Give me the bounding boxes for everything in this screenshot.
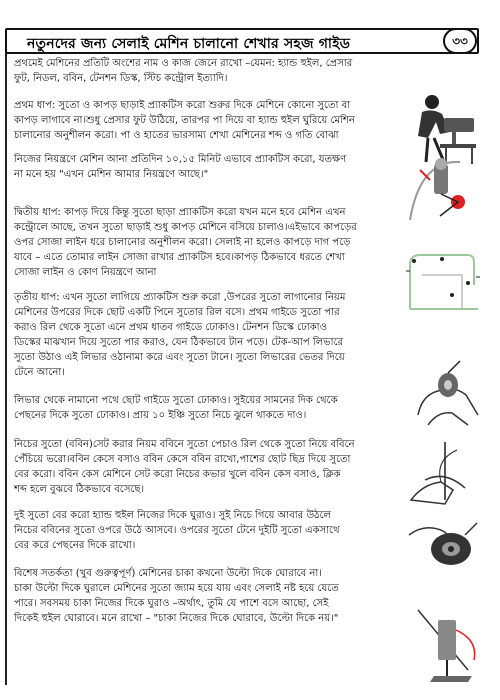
bobbin-paragraph: নিচের সুতো (ববিন)সেট করার নিয়ম ববিনে সুতো পেচাও রিল থেকে সুতো নিয়ে ববিনে পেঁচিয়ে ভরো।ববিন কেসে বসাও ববিন কেসে ববিন রাখো,পাশের ছোট ছিদ্র দিয়ে সুতো বের করো। ববিন কেস মেশিনে সেট করো নিচের কভার খুলে ববিন কেস বসাও, ক্লিক শব্দ হলে বুঝবে ঠিকভাবে বসেছে।	[14, 439, 355, 495]
pull-threads-paragraph: দুই সুতো বের করো হ্যান্ড হুইল নিজের দিকে ঘুরাও। সুই নিচে গিয়ে আবার উঠলে নিচের ববিনের সুতো ওপরে উঠে আসবে। ওপরের সুতো টেনে দুইটি সুতো একসাথে বের করে পেছনের দিকে রাখো।	[14, 510, 340, 551]
bobbin-insertion-illustration	[405, 505, 485, 575]
step-two-paragraph: দ্বিতীয় ধাপ: কাপড় দিয়ে কিন্তু সুতো ছাড়া প্র্যাকটিস করো যখন মনে হবে মেশিন এখন কন্ট্রোলে আছে, তখন সুতো ছাড়াই শুধু কাপড় মেশিনে বসিয়ে চালাও।এইভাবে কাপড়ের ওপর সোজা লাইন ধরে চালানোর অনুশীলন করো। সেলাই না হলেও কাপড়ে দাগ পড়ে যাবে – এতে তোমার লাইন সোজা রাখার প্র্যাকটিস হবে।কাপড় ঠিকভাবে ধরতে শেখা সোজা লাইন ও কোণ নিয়ন্ত্রণে আনা	[14, 207, 357, 278]
page-title: নতুনদের জন্য সেলাই মেশিন চালানো শেখার সহজ গাইড	[27, 36, 351, 52]
page-header	[5, 28, 479, 54]
caution-paragraph: বিশেষ সতর্কতা (খুব গুরুত্বপূর্ণ) মেশিনের চাকা কখনো উল্টো দিকে ঘোরাবে না। চাকা উল্টো দিকে ঘুরালে মেশিনের সুতো জ্যাম হয়ে যায় এবং সেলাই নষ্ট হয়ে যেতে পারে। সবসময় চাকা নিজের দিকে ঘুরাও –অর্থাৎ, তুমি যে পাশে বসে আছো, সেই দিকেই হুইল ঘোরাবে। মনে রাখো – "চাকা নিজের দিকে ঘোরাবে, উল্টো দিকে নয়।"	[14, 568, 339, 624]
presser-foot-needle-illustration	[408, 590, 488, 690]
page-number: ৩৩	[443, 28, 477, 54]
intro-paragraph: প্রথমেই মেশিনের প্রতিটি অংশের নাম ও কাজ জেনে রাখো –যেমন: হ্যান্ড হুইল, প্রেসার ফুট, নিডল, ববিন, টেনশন ডিস্ক, স্টিচ কন্ট্রোল ইত্যাদি।	[14, 58, 353, 84]
thread-spool-pin-illustration	[400, 150, 478, 230]
threading-paragraph: লিভার থেকে নামানো পথে ছোট গাইডে সুতো ঢোকাও। সুইয়ের সামনের দিক থেকে পেছনের দিকে সুতো ঢোকাও। প্রায় ১০ ইঞ্চি সুতো নিচে ঝুলে থাকতে দাও।	[14, 395, 338, 421]
left-border-line	[5, 45, 7, 685]
step-three-paragraph: তৃতীয় ধাপ: এখন সুতো লাগিয়ে প্র্যাকটিস শুরু করো ,উপরের সুতো লাগানোর নিয়ম মেশিনের উপরের দিকে ছোট একটি পিনে সুতোর রিল বসে। প্রথম গাইডে সুতো পার করাও রিল থেকে সুতো এনে প্রথম ধাতব গাইডে ঢোকাও। টেনশন ডিস্কে ঢোকাও ডিস্কের মাঝখান দিয়ে সুতো পার করাও, যেন ঠিকভাবে টান পড়ে। টেক-আপ লিভারে সুতো উঠাও এই লিভার ওঠানামা করে এবং সুতো টানে। সুতো লিভারের ভেতর দিয়ে টেনে আনো।	[14, 292, 346, 378]
step-one-paragraph: প্রথম ধাপ: সুতো ও কাপড় ছাড়াই প্র্যাকটিস করো শুরুর দিকে মেশিনে কোনো সুতো বা কাপড় লাগাবে না।শুধু প্রেসার ফুট উঠিয়ে, তারপর পা দিয়ে বা হ্যান্ড হুইল ঘুরিয়ে মেশিন চালানোর অনুশীলন করো। পা ও হাতের ভারসাম্য শেখা মেশিনের শব্দ ও গতি বোঝা	[14, 100, 355, 141]
needle-threading-illustration	[405, 440, 483, 510]
sewing-machine-outline-illustration	[402, 245, 480, 325]
control-paragraph: নিজের নিয়ন্ত্রণে মেশিন আনা প্রতিদিন ১০,১৫ মিনিট এভাবে প্র্যাকটিস করো, যতক্ষণ না মনে হয় "এখন মেশিন আমার নিয়ন্ত্রণে আছে।"	[14, 154, 347, 180]
bobbin-case-in-hand-illustration	[408, 355, 486, 435]
